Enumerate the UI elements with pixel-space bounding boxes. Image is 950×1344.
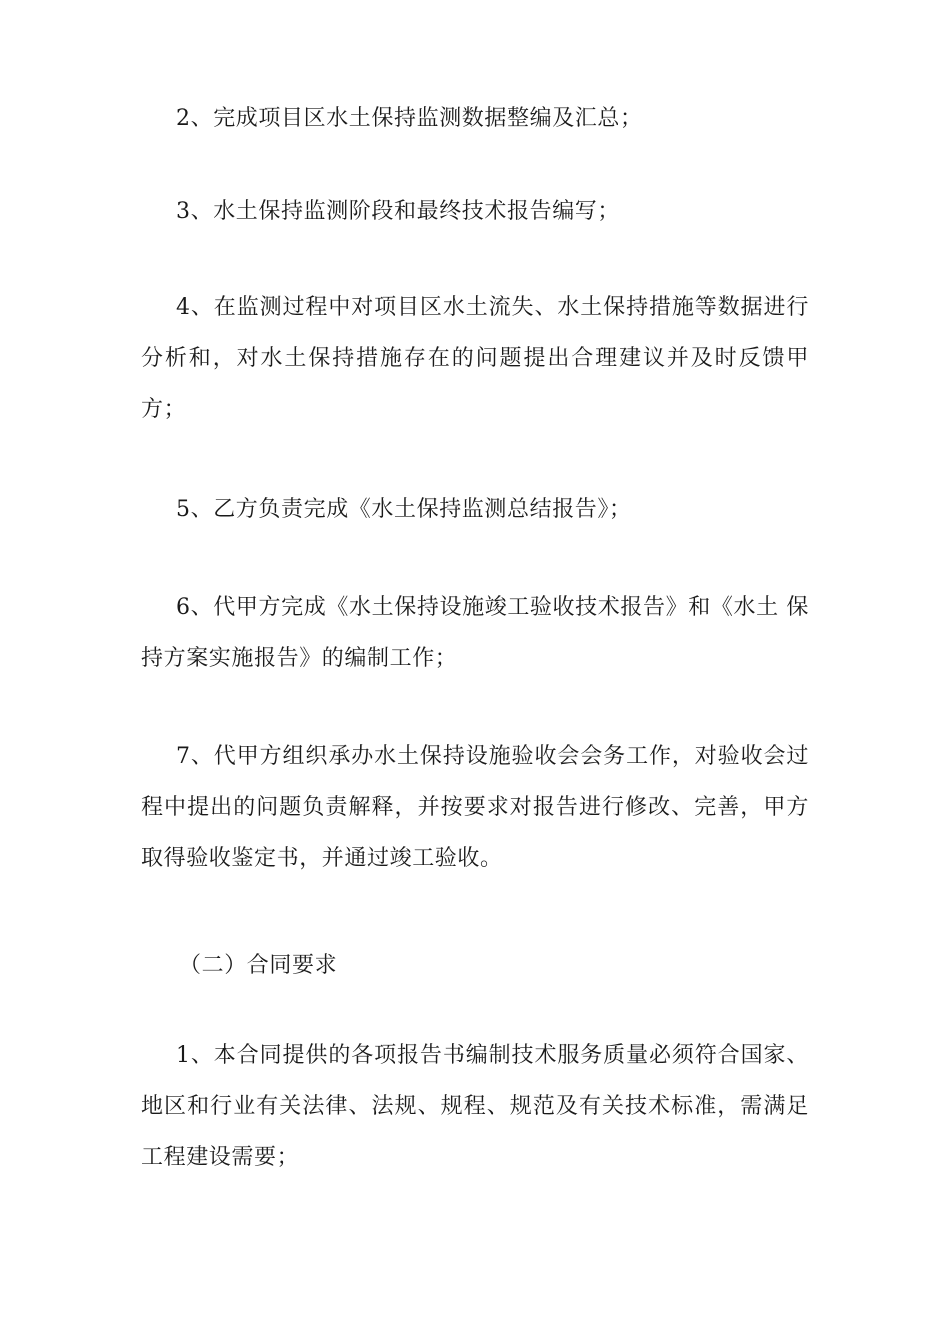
paragraph-item-6: 6、代甲方完成《水土保持设施竣工验收技术报告》和《水土 保持方案实施报告》的编制工作； <box>141 595 809 671</box>
paragraph-item-4: 4、在监测过程中对项目区水土流失、水土保持措施等数据进行分析和，对水土保持措施存在的问题提出合理建议并及时反馈甲方； <box>141 295 809 422</box>
paragraph-item-5: 5、乙方负责完成《水土保持监测总结报告》； <box>176 497 632 522</box>
paragraph-item-3: 3、水土保持监测阶段和最终技术报告编写； <box>176 199 620 224</box>
section-heading-contract-requirements: （二）合同要求 <box>179 953 338 978</box>
paragraph-item-7: 7、代甲方组织承办水土保持设施验收会会务工作，对验收会过程中提出的问题负责解释，并按要求对报告进行修改、完善，甲方取得验收鉴定书，并通过竣工验收。 <box>141 744 809 871</box>
paragraph-requirement-1: 1、本合同提供的各项报告书编制技术服务质量必须符合国家、地区和行业有关法律、法规、规程、规范及有关技术标准，需满足工程建设需要； <box>141 1043 809 1170</box>
paragraph-item-2: 2、完成项目区水土保持监测数据整编及汇总； <box>176 106 643 131</box>
